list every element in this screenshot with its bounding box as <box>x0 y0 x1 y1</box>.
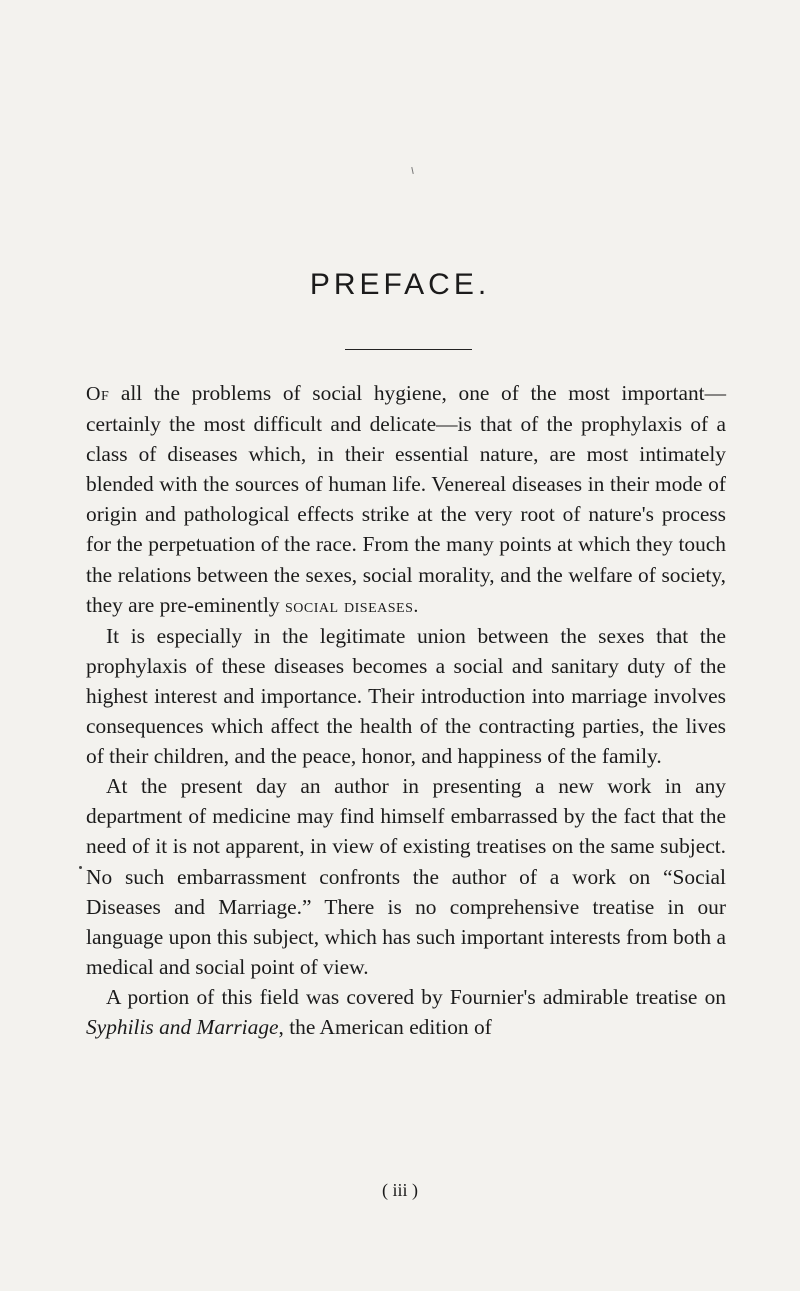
heading-rule <box>345 349 472 350</box>
page-number: ( iii ) <box>382 1180 418 1200</box>
page-heading: PREFACE. <box>309 268 491 301</box>
paragraph-2: It is especially in the legitimate union between the sexes that the prophylaxis of these diseases becomes a social and sanitary duty of the highest interest and importance. Their introduction into marriage involves consequences which affect the health of the contracting parties, the lives of their children, and the peace, honor, and happiness of the family. <box>86 623 726 769</box>
drop-lead-word: Of <box>86 383 110 405</box>
social-diseases-emphasis: social diseases. <box>284 594 419 617</box>
paragraph-3: At the present day an author in presenting a new work in any department of medicine may find himself embarrassed by the fact that the need of it is not apparent, in view of existing treatises on the same subject. No such embarrassment confronts the author of a work on “Social Diseases and Marriage.” There is no comprehensive treatise in our language upon this subject, which has such important interests from both a medical and social point of view. <box>86 774 726 979</box>
paragraph-1 <box>86 378 726 621</box>
paragraph-4 <box>86 982 726 1042</box>
margin-dot <box>79 866 82 869</box>
paragraph-1-text: all the problems of social hygiene, one of the most important—certainly the most difficult and delicate—is that of the prophylaxis of a class of diseases which, in their essential nature, are most intimately blended with the sources of human life. Venereal diseases in their mode of origin and pathological effects strike at the very root of nature's process for the perpetuation of the race. From the many points at which they touch the relations between the sexes, social morality, and the welfare of society, they are pre-eminently <box>86 381 726 617</box>
paragraph-4-text-after: , the American edition of <box>278 1014 492 1039</box>
print-speck <box>411 167 413 174</box>
paragraph-4-text-before: A portion of this field was covered by Fournier's admirable treatise on <box>106 984 726 1009</box>
book-title-italic: Syphilis and Marriage <box>86 1014 279 1039</box>
preface-body <box>86 378 726 1042</box>
